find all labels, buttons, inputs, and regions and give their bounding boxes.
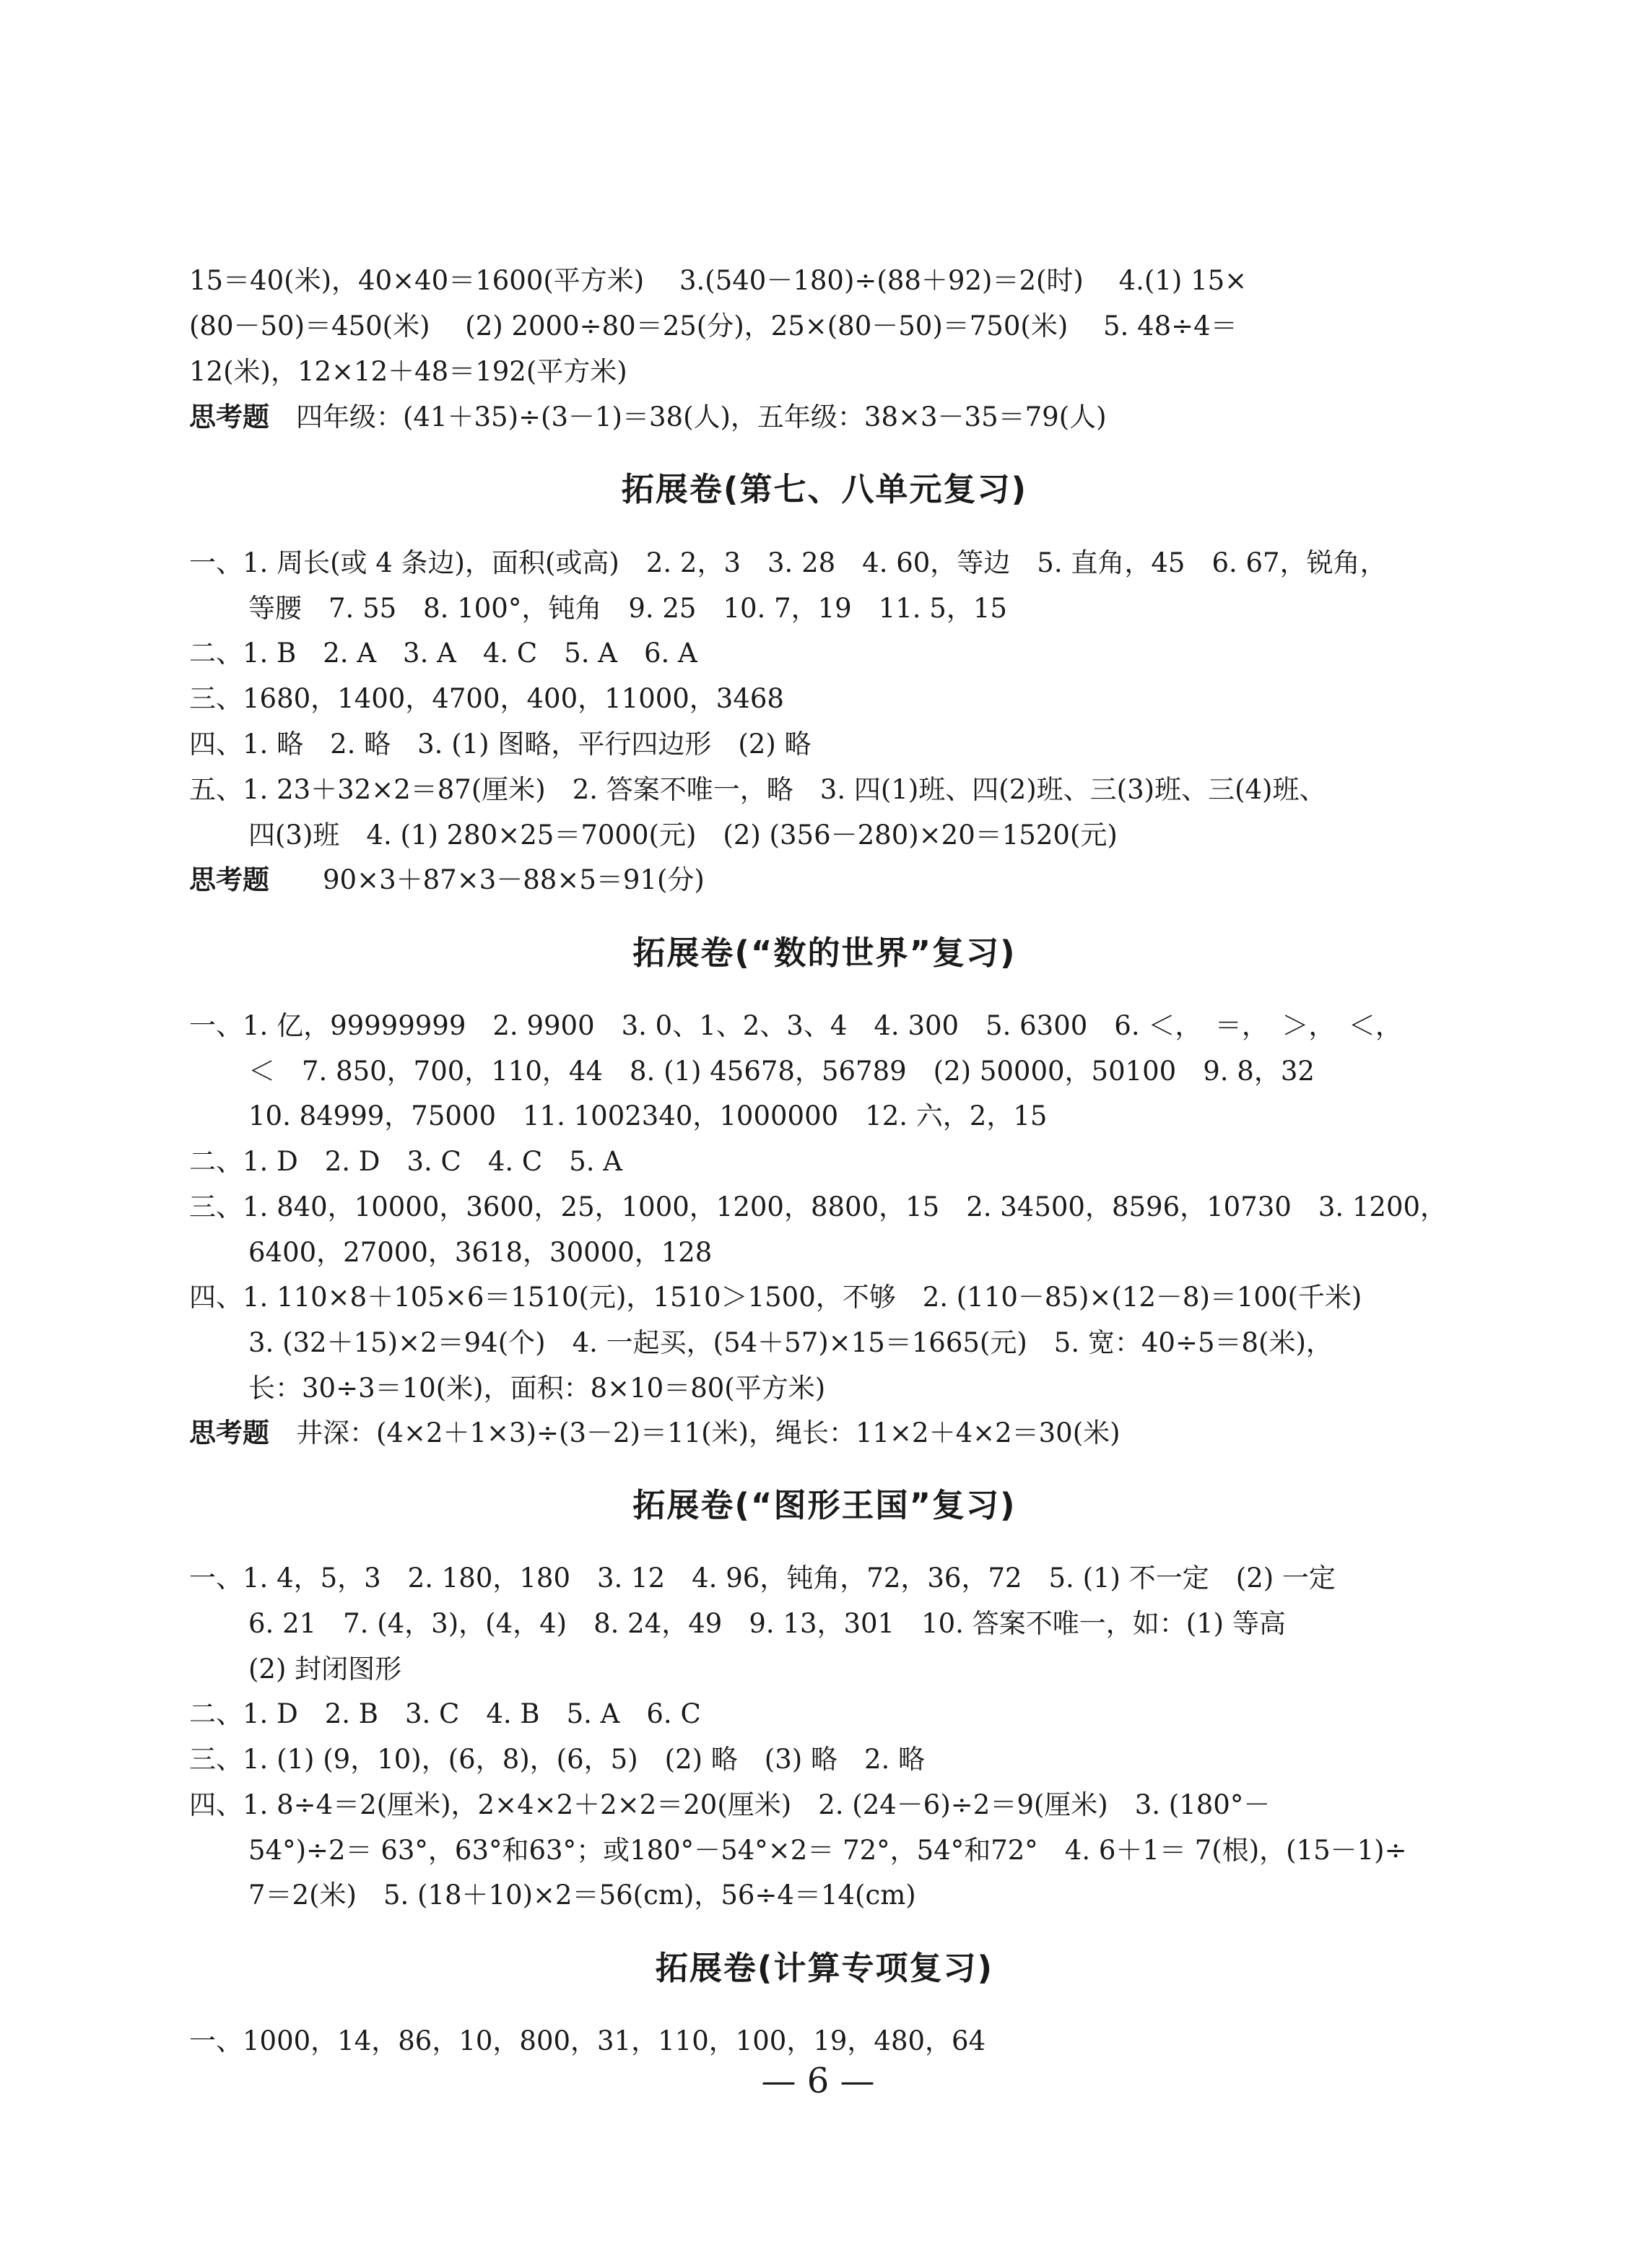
think-question <box>189 1415 1121 1451</box>
answer-line: ＜ 7. 850，700，110，44 8. (1) 45678，56789 (2) 50000，50100 9. 8，32 <box>248 1056 1315 1087</box>
think-answer: 井深：(4×2＋1×3)÷(3－2)＝11(米)，绳长：11×2＋4×2＝30(米) <box>296 1417 1121 1448</box>
answer-line: 一、1. 亿，99999999 2. 9900 3. 0、1、2、3、4 4. 300 5. 6300 6. ＜， ＝， ＞， ＜， <box>189 1010 1402 1041</box>
answer-line: 3. (32＋15)×2＝94(个) 4. 一起买，(54＋57)×15＝1665(元) 5. 宽：40÷5＝8(米)， <box>248 1327 1333 1358</box>
think-question <box>189 862 705 898</box>
answer-line: 三、1. (1) (9，10)，(6，8)，(6，5) (2) 略 (3) 略 2. 略 <box>189 1744 926 1775</box>
answer-line: 四、1. 8÷4＝2(厘米)，2×4×2＋2×2＝20(厘米) 2. (24－6)÷2＝9(厘米) 3. (180°－ <box>189 1789 1271 1820</box>
answer-line: 一、1000，14，86，10，800，31，110，100，19，480，64 <box>189 2025 986 2056</box>
answer-line: (80－50)＝450(米) (2) 2000÷80＝25(分)，25×(80－50)＝750(米) 5. 48÷4＝ <box>189 310 1237 342</box>
section-title: 拓展卷(第七、八单元复习) <box>621 470 1028 508</box>
think-label: 思考题 <box>189 864 269 895</box>
answer-line: 10. 84999，75000 11. 1002340，1000000 12. 六，2，15 <box>248 1100 1048 1131</box>
think-question <box>189 399 1107 435</box>
think-label: 思考题 <box>189 401 269 433</box>
answer-line: 五、1. 23＋32×2＝87(厘米) 2. 答案不唯一，略 3. 四(1)班、四(2)班、三(3)班、三(4)班、 <box>189 774 1326 805</box>
section-title: 拓展卷(“数的世界”复习) <box>632 934 1017 972</box>
think-answer: 四年级：(41＋35)÷(3－1)＝38(人)，五年级：38×3－35＝79(人) <box>296 401 1107 433</box>
answer-line: 15＝40(米)，40×40＝1600(平方米) 3.(540－180)÷(88＋92)＝2(时) 4.(1) 15× <box>189 265 1248 296</box>
think-label: 思考题 <box>189 1417 269 1448</box>
answer-line: 四、1. 略 2. 略 3. (1) 图略，平行四边形 (2) 略 <box>189 729 812 760</box>
answer-line: 6400，27000，3618，30000，128 <box>248 1237 713 1268</box>
think-answer: 90×3＋87×3－88×5＝91(分) <box>323 864 705 895</box>
page-number: — 6 — <box>761 2061 875 2101</box>
answer-line: 长：30÷3＝10(米)，面积：8×10＝80(平方米) <box>248 1373 826 1404</box>
answer-line: 12(米)，12×12＋48＝192(平方米) <box>189 356 627 387</box>
answer-line: 三、1680，1400，4700，400，11000，3468 <box>189 683 784 714</box>
answer-line: 二、1. D 2. D 3. C 4. C 5. A <box>189 1146 622 1177</box>
answer-line: (2) 封闭图形 <box>248 1654 402 1685</box>
answer-line: 54°)÷2＝ 63°，63°和63°；或180°－54°×2＝ 72°，54°和72° 4. 6＋1＝ 7(根)，(15－1)÷ <box>248 1835 1407 1866</box>
answer-line: 四(3)班 4. (1) 280×25＝7000(元) (2) (356－280)×20＝1520(元) <box>248 820 1118 851</box>
answer-line: 等腰 7. 55 8. 100°，钝角 9. 25 10. 7，19 11. 5，15 <box>248 593 1007 624</box>
section-title: 拓展卷(计算专项复习) <box>655 1949 994 1987</box>
answer-line: 6. 21 7. (4，3)，(4，4) 8. 24，49 9. 13，301 10. 答案不唯一，如：(1) 等高 <box>248 1608 1286 1639</box>
section-title: 拓展卷(“图形王国”复习) <box>632 1486 1017 1524</box>
answer-line: 四、1. 110×8＋105×6＝1510(元)，1510＞1500，不够 2. (110－85)×(12－8)＝100(千米) <box>189 1282 1362 1313</box>
answer-line: 7＝2(米) 5. (18＋10)×2＝56(cm)，56÷4＝14(cm) <box>248 1880 916 1911</box>
answer-line: 二、1. D 2. B 3. C 4. B 5. A 6. C <box>189 1698 701 1729</box>
answer-line: 二、1. B 2. A 3. A 4. C 5. A 6. A <box>189 638 697 669</box>
answer-line: 一、1. 4，5，3 2. 180，180 3. 12 4. 96，钝角，72，36，72 5. (1) 不一定 (2) 一定 <box>189 1563 1336 1594</box>
answer-line: 一、1. 周长(或 4 条边)，面积(或高) 2. 2，3 3. 28 4. 60，等边 5. 直角，45 6. 67，锐角， <box>189 547 1387 578</box>
answer-line: 三、1. 840，10000，3600，25，1000，1200，8800，15 2. 34500，8596，10730 3. 1200， <box>189 1191 1448 1222</box>
